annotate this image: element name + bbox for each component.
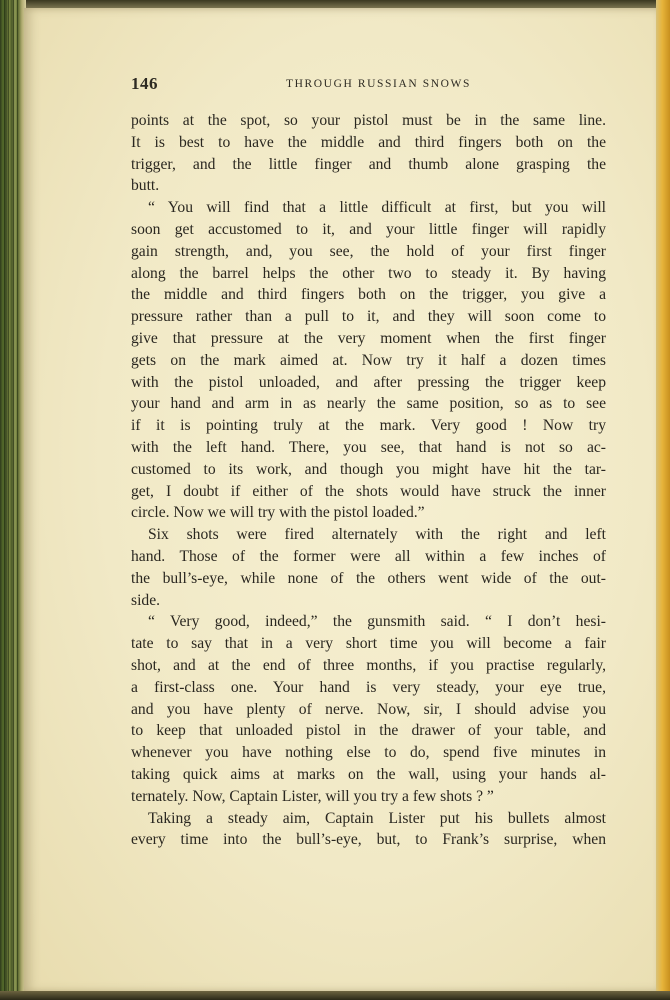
text-line: taking quick aims at marks on the wall, using your hands al-	[131, 765, 606, 783]
page-gilt-edge	[656, 0, 670, 1000]
binding-streak	[13, 0, 14, 1000]
page-bottom-edge	[0, 991, 670, 1000]
binding-streak	[4, 0, 5, 1000]
text-line: get, I doubt if either of the shots would have struck the inner	[131, 482, 606, 500]
body-text	[131, 110, 606, 851]
text-line: every time into the bull’s-eye, but, to Frank’s surprise, when	[131, 831, 606, 849]
text-line: your hand and arm in as nearly the same position, so as to see	[131, 395, 606, 413]
text-line: tate to say that in a very short time you will become a fair	[131, 635, 606, 653]
text-line: give that pressure at the very moment when the first finger	[131, 329, 606, 347]
text-line: Taking a steady aim, Captain Lister put his bullets almost	[148, 809, 606, 827]
text-line: circle. Now we will try with the pistol loaded.”	[131, 504, 425, 522]
text-line: and you have plenty of nerve. Now, sir, I should advise you	[131, 700, 606, 718]
text-line: with the pistol unloaded, and after pressing the trigger keep	[131, 373, 606, 391]
text-line: trigger, and the little finger and thumb alone grasping the	[131, 155, 606, 173]
text-line: whenever you have nothing else to do, spend five minutes in	[131, 744, 606, 762]
text-line: if it is pointing truly at the mark. Very good ! Now try	[131, 417, 606, 435]
text-line: Six shots were fired alternately with the right and left	[148, 526, 606, 544]
running-title: THROUGH RUSSIAN SNOWS	[285, 78, 472, 90]
text-line: to keep that unloaded pistol in the drawer of your table, and	[131, 722, 606, 740]
text-line: It is best to have the middle and third fingers both on the	[131, 133, 606, 151]
text-line: butt.	[131, 177, 160, 195]
text-line: shot, and at the end of three months, if you practise regularly,	[131, 656, 606, 674]
page-header	[131, 74, 606, 96]
text-line: a first-class one. Your hand is very steady, your eye true,	[131, 678, 606, 696]
page-top-edge	[0, 0, 670, 8]
text-line: the middle and third fingers both on the trigger, you give a	[131, 286, 606, 304]
binding-streak	[8, 0, 9, 1000]
text-line: pressure rather than a pull to it, and they will soon come to	[131, 308, 606, 326]
text-line: customed to its work, and though you might have hit the tar-	[131, 460, 606, 478]
book-binding	[0, 0, 26, 1000]
text-line: “ You will find that a little difficult at first, but you will	[148, 199, 606, 217]
text-line: along the barrel helps the other two to steady it. By having	[131, 264, 606, 282]
text-line: points at the spot, so your pistol must be in the same line.	[131, 112, 606, 129]
text-line: ternately. Now, Captain Lister, will you try a few shots ? ”	[131, 787, 494, 805]
text-line: with the left hand. There, you see, that hand is not so ac-	[131, 438, 606, 456]
text-line: side.	[131, 591, 161, 609]
text-line: the bull’s-eye, while none of the others went wide of the out-	[131, 569, 606, 587]
page-number: 146	[131, 74, 158, 93]
text-line: “ Very good, indeed,” the gunsmith said. “ I don’t hesi-	[148, 613, 606, 631]
text-line: hand. Those of the former were all within a few inches of	[131, 547, 606, 565]
text-line: gain strength, and, you see, the hold of your first finger	[131, 242, 606, 260]
text-line: gets on the mark aimed at. Now try it half a dozen times	[131, 351, 606, 369]
binding-streak	[17, 0, 18, 1000]
text-line: soon get accustomed to it, and your little finger will rapidly	[131, 220, 606, 238]
